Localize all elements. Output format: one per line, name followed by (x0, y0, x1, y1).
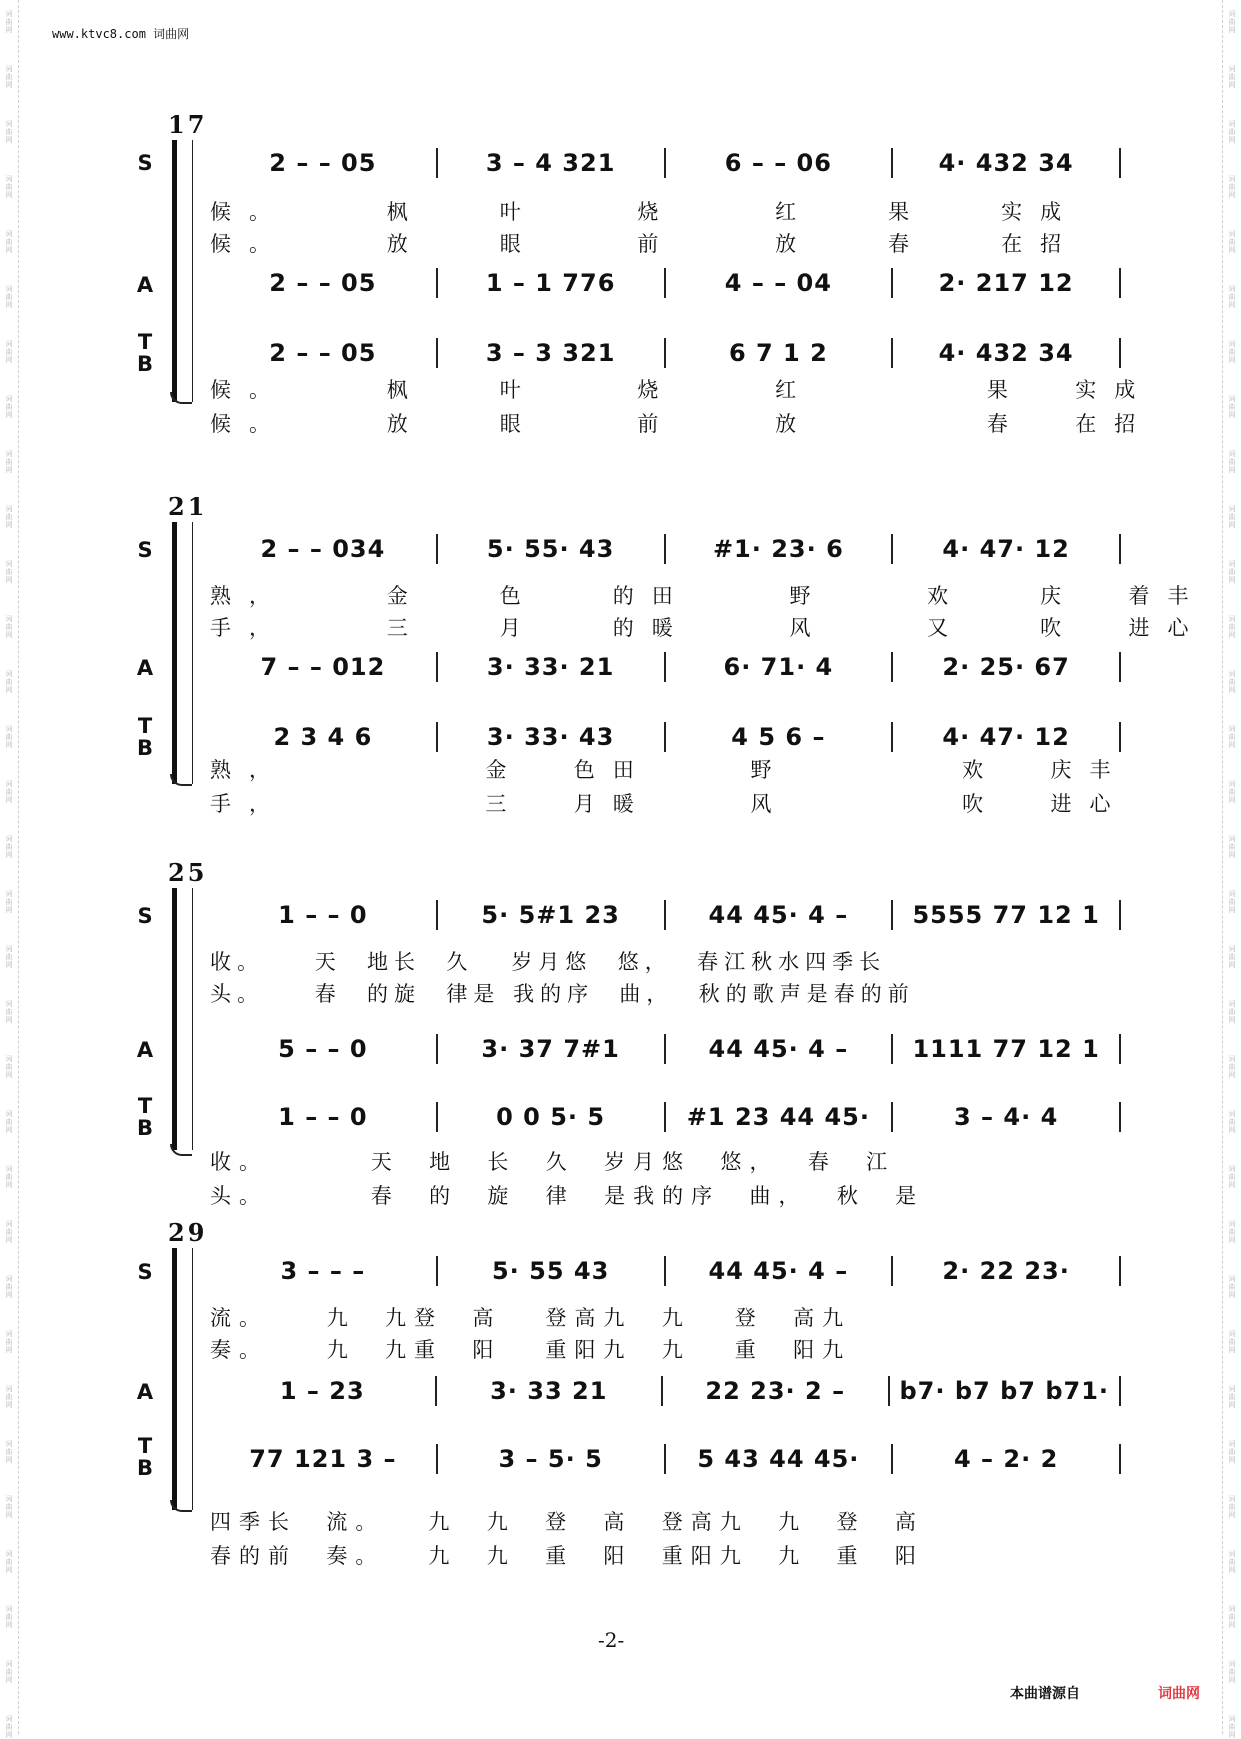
measure: 44 45· 4 – (666, 1034, 894, 1064)
measure: 6 7 1 2 (666, 338, 894, 368)
watermark-text: 词 曲 网 (1228, 230, 1236, 254)
watermark-text: 词 曲 网 (5, 450, 13, 474)
alto-row (210, 652, 1121, 682)
bracket-end (170, 774, 192, 786)
alto-row (210, 1376, 1121, 1406)
voice-label-a: A (136, 273, 154, 297)
watermark-text: 词 曲 网 (5, 505, 13, 529)
watermark-text: 词 曲 网 (5, 560, 13, 584)
watermark-text: 词 曲 网 (1228, 890, 1236, 914)
lyric-line: 收。 天 地长 久 岁月悠 悠， 春江秋水四季长 (210, 950, 887, 974)
measure: 3 – 3 321 (438, 338, 666, 368)
measure: 2 3 4 6 (210, 722, 438, 752)
voice-label-t: T (137, 714, 153, 738)
measure-number: 25 (168, 858, 208, 887)
watermark-text: 词 曲 网 (1228, 1495, 1236, 1519)
measure: 4· 47· 12 (893, 534, 1121, 564)
tenor-bass-row (210, 338, 1121, 368)
soprano-row (210, 534, 1121, 564)
watermark-text: 词 曲 网 (5, 1605, 13, 1629)
watermark-text: 词 曲 网 (5, 890, 13, 914)
measure: 2 – – 05 (210, 148, 438, 178)
measure: 2 – – 05 (210, 268, 438, 298)
system-bracket (172, 1248, 177, 1510)
watermark-text: 词 曲 网 (5, 670, 13, 694)
measure: 5· 55 43 (438, 1256, 666, 1286)
measure: 1 – – 0 (210, 1102, 438, 1132)
watermark-text: 词 曲 网 (1228, 1715, 1236, 1739)
measure: #1· 23· 6 (666, 534, 894, 564)
measure: 3· 37 7#1 (438, 1034, 666, 1064)
watermark-text: 词 曲 网 (1228, 120, 1236, 144)
watermark-text: 词 曲 网 (1228, 1220, 1236, 1244)
measure: 2· 217 12 (893, 268, 1121, 298)
measure: 4· 432 34 (893, 338, 1121, 368)
voice-label-a: A (136, 1038, 154, 1062)
watermark-text: 词 曲 网 (1228, 1055, 1236, 1079)
watermark-text: 词 曲 网 (1228, 1550, 1236, 1574)
watermark-text: 词 曲 网 (5, 1220, 13, 1244)
measure: 4· 47· 12 (893, 722, 1121, 752)
system-bracket (172, 140, 177, 402)
page-number: -2- (598, 1628, 625, 1652)
watermark-text: 词 曲 网 (1228, 1110, 1236, 1134)
watermark-text: 词 曲 网 (1228, 1165, 1236, 1189)
watermark-text: 词 曲 网 (5, 725, 13, 749)
alto-row (210, 1034, 1121, 1064)
lyric-line: 四季长 流。 九 九 登 高 登高九 九 登 高 (210, 1510, 924, 1534)
footer-source: 本曲谱源自 (1010, 1686, 1080, 1702)
soprano-row (210, 148, 1121, 178)
measure: 5 – – 0 (210, 1034, 438, 1064)
measure: 0 0 5· 5 (438, 1102, 666, 1132)
voice-label-t: T (137, 1434, 153, 1458)
watermark-text: 词 曲 网 (1228, 175, 1236, 199)
lyric-line: 奏。 九 九重 阳 重阳九 九 重 阳九 (210, 1338, 852, 1362)
bracket-end (170, 1144, 192, 1156)
tenor-bass-row (210, 1102, 1121, 1132)
watermark-text: 词 曲 网 (1228, 835, 1236, 859)
system-line (192, 1248, 193, 1510)
measure: 6 – – 06 (666, 148, 894, 178)
system-line (192, 522, 193, 784)
watermark-text: 词 曲 网 (5, 835, 13, 859)
lyric-line: 候。 放 眼 前 放 春 在招 (210, 232, 1080, 256)
lyric-line: 熟， 金 色田 野 欢 庆丰 (210, 758, 1129, 782)
voice-label-b: B (136, 1456, 153, 1480)
watermark-text: 词 曲 网 (5, 1055, 13, 1079)
watermark-text: 词 曲 网 (5, 1165, 13, 1189)
bracket-end (170, 1500, 192, 1512)
watermark-text: 词 曲 网 (5, 615, 13, 639)
watermark-text: 词 曲 网 (1228, 505, 1236, 529)
watermark-text: 词 曲 网 (1228, 1605, 1236, 1629)
lyric-line: 手， 三 月 的暖 风 又 吹 进心 (210, 616, 1207, 640)
system-line (192, 888, 193, 1150)
measure: 2· 22 23· (893, 1256, 1121, 1286)
measure: 5 43 44 45· (666, 1444, 894, 1474)
lyric-line: 候。 放 眼 前 放 春 在招 (210, 412, 1154, 436)
measure: 44 45· 4 – (666, 900, 894, 930)
lyric-line: 流。 九 九登 高 登高九 九 登 高九 (210, 1306, 852, 1330)
measure: 3 – – – (210, 1256, 438, 1286)
measure: 44 45· 4 – (666, 1256, 894, 1286)
lyric-line: 手， 三 月暖 风 吹 进心 (210, 792, 1129, 816)
measure: 22 23· 2 – (663, 1376, 890, 1406)
voice-label-t: T (137, 1094, 153, 1118)
lyric-line: 收。 天 地 长 久 岁月悠 悠， 春 江 (210, 1150, 896, 1174)
voice-label-s: S (137, 1260, 153, 1284)
measure: 1111 77 12 1 (893, 1034, 1121, 1064)
watermark-text: 词 曲 网 (5, 285, 13, 309)
watermark-text: 词 曲 网 (5, 1660, 13, 1684)
voice-label-s: S (137, 151, 153, 175)
site-header: www.ktvc8.com 词曲网 (52, 27, 190, 41)
system-bracket (172, 522, 177, 784)
right-watermark-strip (1222, 0, 1241, 1739)
left-watermark-strip (0, 0, 19, 1739)
footer-brand-link[interactable]: 词曲网 (1158, 1686, 1200, 1702)
watermark-text: 词 曲 网 (5, 120, 13, 144)
watermark-text: 词 曲 网 (1228, 725, 1236, 749)
watermark-text: 词 曲 网 (5, 395, 13, 419)
measure: 3 – 4 321 (438, 148, 666, 178)
voice-label-a: A (136, 656, 154, 680)
voice-label-b: B (136, 1116, 153, 1140)
soprano-row (210, 900, 1121, 930)
watermark-text: 词 曲 网 (5, 780, 13, 804)
watermark-text: 词 曲 网 (1228, 450, 1236, 474)
watermark-text: 词 曲 网 (1228, 1385, 1236, 1409)
measure: 3 – 4· 4 (893, 1102, 1121, 1132)
watermark-text: 词 曲 网 (1228, 780, 1236, 804)
voice-label-b: B (136, 736, 153, 760)
watermark-text: 词 曲 网 (1228, 1660, 1236, 1684)
voice-label-t: T (137, 330, 153, 354)
measure-number: 21 (168, 492, 208, 521)
watermark-text: 词 曲 网 (1228, 670, 1236, 694)
watermark-text: 词 曲 网 (5, 1550, 13, 1574)
measure: b7· b7 b7 b71· (890, 1376, 1122, 1406)
measure: 5· 55· 43 (438, 534, 666, 564)
watermark-text: 词 曲 网 (5, 1440, 13, 1464)
voice-label-b: B (136, 352, 153, 376)
watermark-text: 词 曲 网 (5, 175, 13, 199)
lyric-line: 候。 枫 叶 烧 红 果 实成 (210, 200, 1080, 224)
watermark-text: 词 曲 网 (1228, 10, 1236, 34)
system-bracket (172, 888, 177, 1150)
watermark-text: 词 曲 网 (1228, 615, 1236, 639)
watermark-text: 词 曲 网 (5, 1385, 13, 1409)
watermark-text: 词 曲 网 (1228, 1440, 1236, 1464)
lyric-line: 熟， 金 色 的田 野 欢 庆 着丰 (210, 584, 1207, 608)
watermark-text: 词 曲 网 (5, 1275, 13, 1299)
measure: 4· 432 34 (893, 148, 1121, 178)
watermark-text: 词 曲 网 (1228, 560, 1236, 584)
watermark-text: 词 曲 网 (1228, 1275, 1236, 1299)
watermark-text: 词 曲 网 (5, 1330, 13, 1354)
watermark-text: 词 曲 网 (5, 340, 13, 364)
measure: 3· 33 21 (437, 1376, 664, 1406)
alto-row (210, 268, 1121, 298)
measure: 3· 33· 43 (438, 722, 666, 752)
watermark-text: 词 曲 网 (5, 1110, 13, 1134)
lyric-line: 头。 春 的 旋 律 是我的序 曲， 秋 是 (210, 1184, 925, 1208)
measure-number: 17 (168, 110, 208, 139)
watermark-text: 词 曲 网 (5, 945, 13, 969)
measure: 5· 5#1 23 (438, 900, 666, 930)
watermark-text: 词 曲 网 (1228, 1330, 1236, 1354)
measure: 7 – – 012 (210, 652, 438, 682)
watermark-text: 词 曲 网 (1228, 285, 1236, 309)
watermark-text: 词 曲 网 (5, 65, 13, 89)
measure: 1 – – 0 (210, 900, 438, 930)
tenor-bass-row (210, 1444, 1121, 1474)
lyric-line: 春的前 奏。 九 九 重 阳 重阳九 九 重 阳 (210, 1544, 924, 1568)
watermark-text: 词 曲 网 (1228, 65, 1236, 89)
measure: 4 – 2· 2 (893, 1444, 1121, 1474)
watermark-text: 词 曲 网 (5, 230, 13, 254)
measure: 4 – – 04 (666, 268, 894, 298)
watermark-text: 词 曲 网 (5, 1000, 13, 1024)
watermark-text: 词 曲 网 (1228, 340, 1236, 364)
measure: 77 121 3 – (210, 1444, 438, 1474)
voice-label-s: S (137, 538, 153, 562)
tenor-bass-row (210, 722, 1121, 752)
measure-number: 29 (168, 1218, 208, 1247)
measure: 1 – 1 776 (438, 268, 666, 298)
voice-label-s: S (137, 904, 153, 928)
measure: 1 – 23 (210, 1376, 437, 1406)
measure: 6· 71· 4 (666, 652, 894, 682)
measure: 5555 77 12 1 (893, 900, 1121, 930)
lyric-line: 头。 春 的旋 律是 我的序 曲， 秋的歌声是春的前 (210, 982, 915, 1006)
measure: 2 – – 034 (210, 534, 438, 564)
bracket-end (170, 392, 192, 404)
measure: 2 – – 05 (210, 338, 438, 368)
measure: #1 23 44 45· (666, 1102, 894, 1132)
lyric-line: 候。 枫 叶 烧 红 果 实成 (210, 378, 1154, 402)
voice-label-a: A (136, 1380, 154, 1404)
measure: 2· 25· 67 (893, 652, 1121, 682)
soprano-row (210, 1256, 1121, 1286)
measure: 3 – 5· 5 (438, 1444, 666, 1474)
watermark-text: 词 曲 网 (5, 1495, 13, 1519)
measure: 3· 33· 21 (438, 652, 666, 682)
watermark-text: 词 曲 网 (1228, 1000, 1236, 1024)
watermark-text: 词 曲 网 (1228, 945, 1236, 969)
watermark-text: 词 曲 网 (1228, 395, 1236, 419)
watermark-text: 词 曲 网 (5, 10, 13, 34)
system-line (192, 140, 193, 402)
watermark-text: 词 曲 网 (5, 1715, 13, 1739)
measure: 4 5 6 – (666, 722, 894, 752)
